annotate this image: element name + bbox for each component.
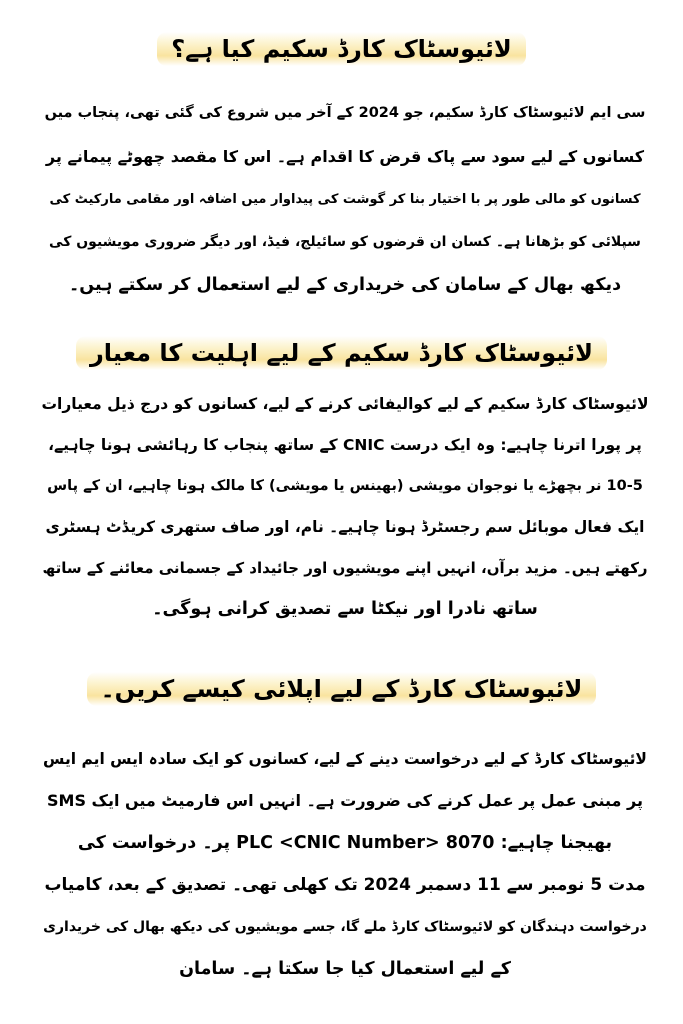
section-2-paragraph [40, 384, 650, 630]
section-3-heading: لائیوسٹاک کارڈ کے لیے اپلائی کیسے کریں۔ [87, 672, 597, 706]
paragraph-line: کسانوں کے لیے سود سے پاک قرض کا اقدام ہے۔ اس کا مقصد چھوٹے پیمانے پر [45, 147, 645, 166]
paragraph-line: 10-5 نر بچھڑے یا نوجوان مویشی (بھینس یا مویشی) کا مالک ہونا چاہیے، ان کے پاس [47, 478, 643, 494]
paragraph-line: کے لیے استعمال کیا جا سکتا ہے۔ سامان [179, 959, 511, 979]
section-1-heading: لائیوسٹاک کارڈ سکیم کیا ہے؟ [157, 32, 526, 66]
paragraph-line: ساتھ نادرا اور نیکٹا سے تصدیق کرانی ہوگی۔ [152, 599, 538, 619]
section-1-heading-wrap [0, 32, 683, 66]
section-3-heading-wrap [0, 672, 683, 706]
paragraph-line: رکھتے ہیں۔ مزید برآں، انہیں اپنے مویشیوں اور جائیداد کے جسمانی معائنے کے ساتھ [42, 559, 648, 577]
paragraph-line: پر مبنی عمل پر عمل کرنے کی ضرورت ہے۔ انہیں اس فارمیٹ میں ایک SMS [47, 791, 643, 810]
paragraph-line: کسانوں کو مالی طور پر با اختیار بنا کر گوشت کی پیداوار میں اضافہ اور مقامی مارکیٹ کی [49, 192, 641, 207]
paragraph-line: دیکھ بھال کے سامان کی خریداری کے لیے استعمال کر سکتے ہیں۔ [68, 275, 622, 295]
paragraph-line: سی ایم لائیوسٹاک کارڈ سکیم، جو 2024 کے آخر میں شروع کی گئی تھی، پنجاب میں [44, 105, 646, 121]
paragraph-line: سپلائی کو بڑھانا ہے۔ کسان ان قرضوں کو سائیلج، فیڈ، اور دیگر ضروری مویشیوں کی [49, 234, 641, 250]
paragraph-line: پر پورا اترنا چاہیے: وہ ایک درست CNIC کے ساتھ پنجاب کا رہائشی ہونا چاہیے، [48, 436, 642, 454]
section-3-paragraph [40, 738, 650, 990]
paragraph-line: لائیوسٹاک کارڈ کے لیے درخواست دینے کے لیے، کسانوں کو ایک سادہ ایس ایم ایس [43, 750, 647, 768]
paragraph-line: لائیوسٹاک کارڈ سکیم کے لیے کوالیفائی کرنے کے لیے، کسانوں کو درج ذیل معیارات [41, 395, 649, 413]
section-2-heading: لائیوسٹاک کارڈ سکیم کے لیے اہلیت کا معیار [76, 336, 607, 370]
paragraph-line: بھیجنا چاہیے: 8070 <PLC <CNIC Number پر۔ درخواست کی [77, 833, 613, 853]
paragraph-line: مدت 5 نومبر سے 11 دسمبر 2024 تک کھلی تھی۔ تصدیق کے بعد، کامیاب [44, 875, 646, 895]
paragraph-line: درخواست دہندگان کو لائیوسٹاک کارڈ ملے گا، جسے مویشیوں کی دیکھ بھال کی خریداری [43, 919, 647, 935]
section-1-paragraph [40, 92, 650, 307]
section-2-heading-wrap [0, 336, 683, 370]
paragraph-line: ایک فعال موبائل سم رجسٹرڈ ہونا چاہیے۔ نام، اور صاف ستھری کریڈٹ ہسٹری [45, 518, 645, 536]
